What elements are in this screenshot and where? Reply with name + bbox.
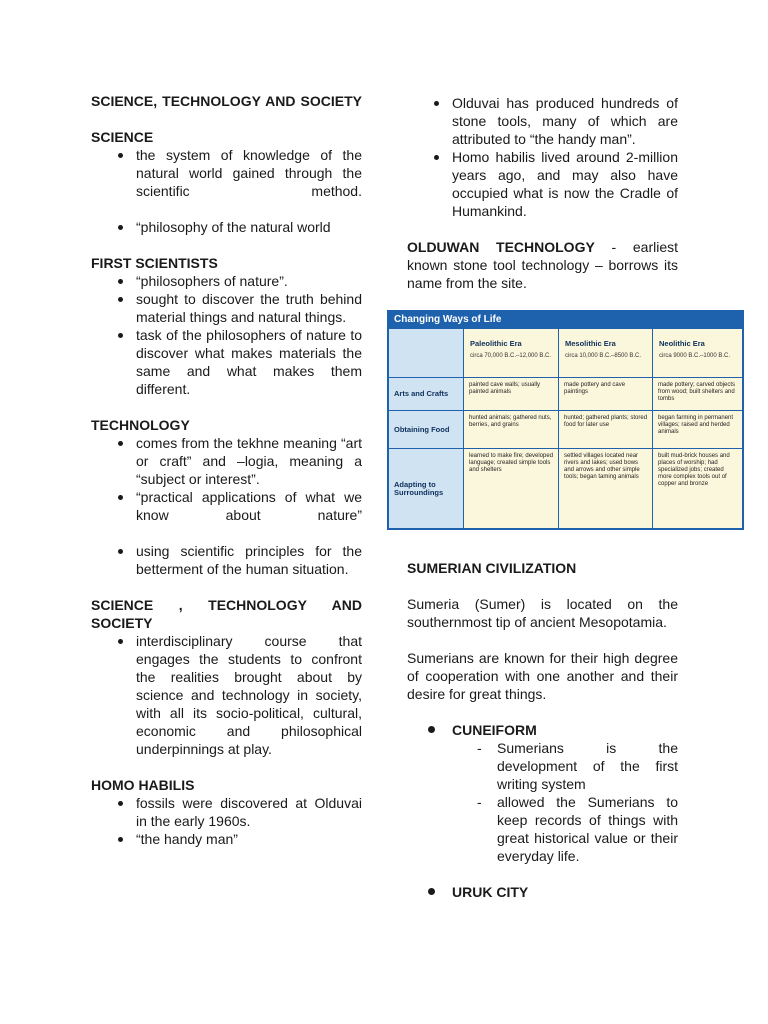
era-name: Mesolithic Era <box>565 339 616 348</box>
uruk-city-heading: URUK CITY <box>407 883 678 901</box>
era-date: circa 9000 B.C.–1000 B.C. <box>659 353 731 359</box>
list-item: sought to discover the truth behind material things and natural things. <box>136 291 362 325</box>
olduwan-term: OLDUWAN TECHNOLOGY <box>407 239 595 255</box>
list-item: Homo habilis lived around 2-million years ago, and may also have occupied what is now the Cradle of Humankind. <box>452 149 678 219</box>
list-item: task of the philosophers of nature to discover what makes materials the same and what makes them different. <box>136 327 362 397</box>
era-date: circa 10,000 B.C.–8500 B.C. <box>565 353 642 359</box>
era-name: Neolithic Era <box>659 339 705 348</box>
sumerians-paragraph: Sumerians are known for their high degree of cooperation with one another and their desire for great things. <box>407 650 678 702</box>
sumerian-heading: SUMERIAN CIVILIZATION <box>407 560 577 576</box>
figure-grid <box>389 329 742 528</box>
era-header <box>559 329 652 377</box>
table-cell: made pottery; carved objects from wood; built shelters and tombs <box>653 378 742 410</box>
table-cell: made pottery and cave paintings <box>559 378 652 410</box>
table-cell: built mud-brick houses and places of worship; had specialized jobs; created more complex tools out of copper and bronze <box>653 449 742 528</box>
cuneiform-heading: CUNEIFORM <box>407 721 678 739</box>
changing-ways-of-life-table <box>387 310 744 530</box>
sts-heading: SCIENCE , TECHNOLOGY AND SOCIETY <box>91 597 362 631</box>
table-cell: began farming in permanent villages; raised and herded animals <box>653 411 742 448</box>
science-heading: SCIENCE <box>91 129 154 145</box>
right-column-top <box>407 94 678 292</box>
document-title: SCIENCE, TECHNOLOGY AND SOCIETY <box>91 93 362 109</box>
table-cell: painted cave walls; usually painted animals <box>464 378 558 410</box>
olduwan-definition: - earliest known stone tool technology – borrows its name from the site. <box>407 239 678 291</box>
table-cell: settled villages located near rivers and lakes; used bows and arrows and other simple tools; began taming animals <box>559 449 652 528</box>
era-header <box>653 329 742 377</box>
homo-habilis-heading: HOMO HABILIS <box>91 777 195 793</box>
list-item: “practical applications of what we know about nature” <box>136 489 362 523</box>
first-scientists-heading: FIRST SCIENTISTS <box>91 255 218 271</box>
table-cell: hunted; gathered plants; stored food for later use <box>559 411 652 448</box>
table-corner <box>389 329 463 377</box>
list-item: “philosophy of the natural world <box>136 218 362 236</box>
table-cell: hunted animals; gathered nuts, berries, and grains <box>464 411 558 448</box>
era-date: circa 70,000 B.C.–12,000 B.C. <box>470 353 552 359</box>
row-label: Adapting to Surroundings <box>389 449 463 528</box>
first-scientists-list <box>91 272 362 398</box>
era-header <box>464 329 558 377</box>
science-list <box>91 146 362 236</box>
list-item: interdisciplinary course that engages the students to confront the realities brought about by science and technology in society, with all its socio-political, cultural, economic and philosophical underpinnings at play. <box>136 633 362 757</box>
figure-title: Changing Ways of Life <box>394 314 502 325</box>
right-column-bottom <box>407 559 678 901</box>
list-item: “the handy man” <box>136 830 362 848</box>
list-item: using scientific principles for the betterment of the human situation. <box>136 543 362 577</box>
sumeria-paragraph: Sumeria (Sumer) is located on the southernmost tip of ancient Mesopotamia. <box>407 596 678 630</box>
list-item: comes from the tekhne meaning “art or craft” and –logia, meaning a “subject or interest”. <box>136 435 362 487</box>
olduwan-paragraph <box>407 238 678 292</box>
era-name: Paleolithic Era <box>470 339 522 348</box>
technology-heading: TECHNOLOGY <box>91 417 190 433</box>
homo-habilis-list <box>91 794 362 848</box>
row-label: Obtaining Food <box>389 411 463 448</box>
row-label: Arts and Crafts <box>389 378 463 410</box>
list-item: “philosophers of nature”. <box>136 272 362 290</box>
homo-habilis-list-continued <box>407 94 678 220</box>
list-item: the system of knowledge of the natural world gained through the scientific method. <box>136 147 362 199</box>
list-item: fossils were discovered at Olduvai in the early 1960s. <box>136 795 362 829</box>
technology-list <box>91 434 362 578</box>
list-item: Olduvai has produced hundreds of stone tools, many of which are attributed to “the handy man”. <box>452 95 678 147</box>
sts-list <box>91 632 362 758</box>
left-column <box>91 92 362 848</box>
cuneiform-list <box>407 739 678 865</box>
list-item: - Sumerians is the development of the first writing system <box>497 739 678 793</box>
list-item: - allowed the Sumerians to keep records of things with great historical value or their everyday life. <box>497 793 678 865</box>
table-cell: learned to make fire; developed language; created simple tools and shelters <box>464 449 558 528</box>
